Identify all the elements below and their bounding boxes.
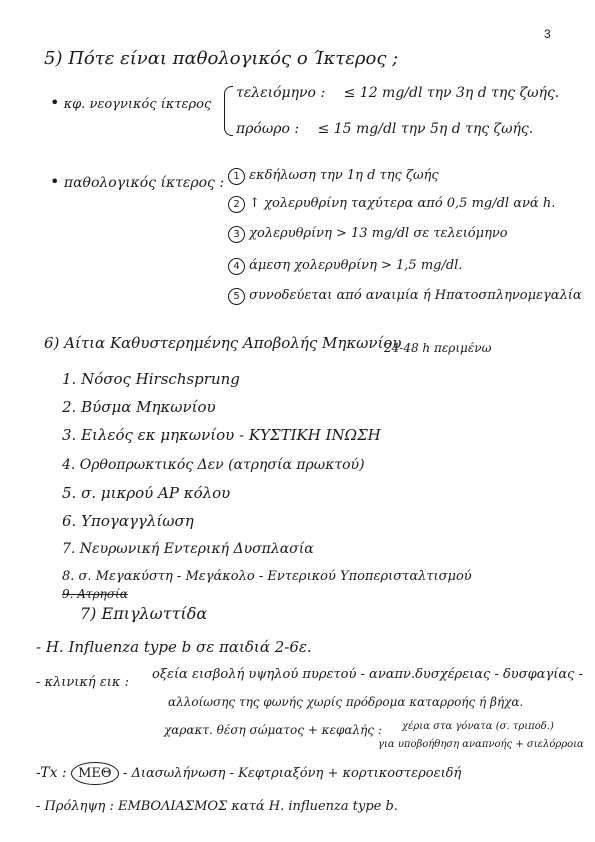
normal-preterm-line <box>236 122 533 136</box>
clinical-line-1: οξεία εισβολή υψηλού πυρετού - αναπν.δυσχέρειας - δυσφαγίας - <box>152 667 583 682</box>
normal-jaundice-label: κφ. νεογνικός ίκτερος <box>63 97 212 112</box>
number-circle: 4 <box>228 258 245 275</box>
clinical-position-2: για υποβοήθηση αναπνοής + σιελόρροια <box>378 739 584 750</box>
section7-title: 7) Επιγλωττίδα <box>80 604 208 623</box>
cause-item: 8. σ. Μεγακύστη - Μεγάκολο - Εντερικού Υποπερισταλτισμού <box>62 569 472 584</box>
prevention-line: - Πρόληψη : ΕΜΒΟΛΙΑΣΜΟΣ κατά H. influenza type b. <box>36 799 398 814</box>
patho-item <box>228 168 439 185</box>
clinical-line-3: χαρακτ. θέση σώματος + κεφαλής : <box>164 723 382 737</box>
patho-item <box>228 258 462 275</box>
number-circle: 5 <box>228 288 245 305</box>
normal-term-value: ≤ 12 mg/dl την 3η d της ζωής. <box>343 85 560 101</box>
struck-cause-item: 9. Ατρησία <box>62 587 128 601</box>
normal-jaundice-intro <box>50 95 211 111</box>
patho-item <box>228 226 508 243</box>
section6-title: 6) Αίτια Καθυστερημένης Αποβολής Μηκωνίου <box>44 334 402 352</box>
patho-item-text: συνοδεύεται από αναιμία ή Ηπατοσπληνομεγαλία <box>249 288 582 303</box>
section6-note: 24-48 h περιμένω <box>384 341 492 355</box>
treatment-text: - Διασωλήνωση - Κεφτριαξόνη + κορτικοστεροειδή <box>123 766 462 781</box>
pathologic-jaundice-heading <box>50 174 224 190</box>
normal-term-line <box>236 86 559 100</box>
pathologic-jaundice-label: παθολογικός ίκτερος : <box>63 175 225 191</box>
normal-preterm-value: ≤ 15 mg/dl την 5η d της ζωής. <box>317 121 534 137</box>
epiglottitis-cause: - H. Influenza type b σε παιδιά 2-6ε. <box>36 638 312 656</box>
cause-item: 4. Ορθοπρωκτικός Δεν (ατρησία πρωκτού) <box>62 457 365 473</box>
clinical-line-2: αλλοίωσης της φωνής χωρίς πρόδρομα καταρροής ή βήχα. <box>168 695 524 709</box>
treatment-line <box>36 766 461 780</box>
icu-circle: ΜΕΘ <box>71 762 118 785</box>
cause-item: 7. Νευρωνική Εντερική Δυσπλασία <box>62 541 314 557</box>
normal-term-label: τελειόμηνο : <box>236 85 326 101</box>
treatment-label: -Tx : <box>36 765 67 781</box>
patho-item-text: ↑ χολερυθρίνη ταχύτερα από 0,5 mg/dl ανά h. <box>249 196 556 211</box>
number-circle: 2 <box>228 196 245 213</box>
patho-item <box>228 288 582 305</box>
cause-item: 6. Υπογαγγλίωση <box>62 512 194 530</box>
cause-item: 5. σ. μικρού ΑΡ κόλου <box>62 484 231 502</box>
normal-preterm-label: πρόωρο : <box>236 121 300 137</box>
patho-item-text: χολερυθρίνη > 13 mg/dl σε τελειόμηνο <box>249 226 508 241</box>
cause-item: 2. Βύσμα Μηκωνίου <box>62 398 216 416</box>
brace <box>224 86 233 136</box>
number-circle: 1 <box>228 168 245 185</box>
patho-item-text: εκδήλωση την 1η d της ζωής <box>249 168 439 183</box>
clinical-position-1: χέρια στα γόνατα (σ. τριποδ.) <box>402 721 554 732</box>
section5-title: 5) Πότε είναι παθολογικός ο Ίκτερος ; <box>44 48 399 69</box>
bullet: • <box>50 172 60 191</box>
patho-item-text: άμεση χολερυθρίνη > 1,5 mg/dl. <box>249 258 463 273</box>
patho-item <box>228 196 555 213</box>
clinical-label: - κλινική εικ : <box>36 675 129 690</box>
bullet: • <box>50 93 60 112</box>
cause-item: 3. Ειλεός εκ μηκωνίου - ΚΥΣΤΙΚΗ ΙΝΩΣΗ <box>62 426 381 444</box>
number-circle: 3 <box>228 226 245 243</box>
cause-item: 1. Νόσος Hirschsprung <box>62 370 240 388</box>
page-number: 3 <box>544 27 551 41</box>
